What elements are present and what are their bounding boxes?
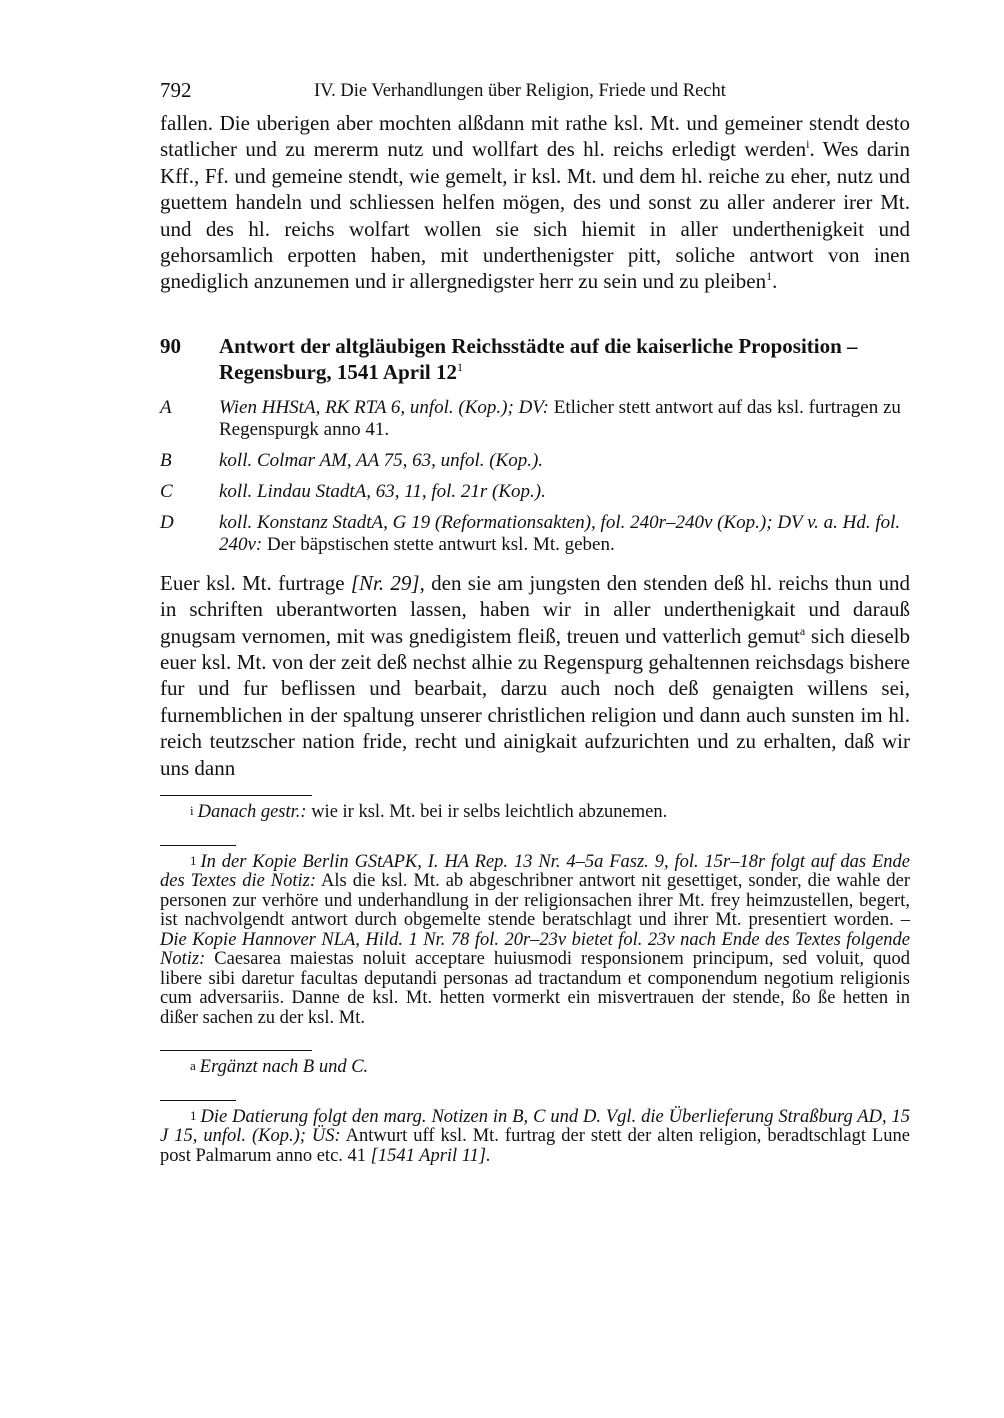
footnote-date: [1541 April 11]. [370,1145,491,1166]
footnote-text-2: Caesarea maiestas noluit acceptare huiusmodi responsionem principum, sed voluit, quod libere sibi daretur facultas deputandi personas ad tractandum et componendum negotium religionis cum adversariis. Danne de ksl. Mt. hetten vormerkt ein misvertrauen der stende, ßo ße hetten in dißer sachen zu der ksl. Mt. [160,949,910,1028]
page-number: 792 [160,78,192,102]
main-text-2: , den sie am jungsten den stenden deß hl. reichs thun und in schriften uberantworten lassen, haben wir in aller underthenigkait und darauß gnugsam vernomen, mit was gnedigistem fleiß, treuen und vatterlich gemut [160,570,910,648]
source-siglum: C [160,480,173,502]
running-title: IV. Die Verhandlungen über Religion, Friede und Recht [314,81,726,101]
intro-text-3: . [772,269,778,294]
footnote-text: Antwurt uff ksl. Mt. furtrag der stett der alten religion, beradtschlagt Lune post Palmarum anno etc. 41 [160,1126,910,1166]
source-siglum: A [160,396,172,418]
source-description [219,450,910,472]
footnote-text: wie ir ksl. Mt. bei ir selbs leichtlich abzunemen. [306,802,668,823]
footnote-1 [160,1108,910,1167]
source-siglum: B [160,449,172,471]
footnote-rule [160,1050,312,1051]
cross-reference: [Nr. 29] [350,570,420,595]
main-paragraph [160,570,910,781]
running-head [160,78,910,110]
footnote-editorial: Danach gestr.: [197,802,307,823]
footnote-block-numbers-1 [160,845,910,1029]
document-page [160,78,910,1166]
footnote-ref-i: i [806,137,810,152]
source-item [160,450,910,472]
intro-paragraph [160,110,910,295]
source-siglum: D [160,511,174,533]
footnote-block-letters-1 [160,795,910,823]
footnote-block-numbers-2 [160,1100,910,1167]
footnote-rule [160,1100,236,1101]
source-item [160,481,910,503]
source-description [219,481,910,503]
source-editorial: koll. Konstanz StadtA, G 19 (Reformationsakten), fol. 240r–240v (Kop.); DV v. a. Hd. fol. 240v: [219,511,901,555]
footnote-editorial: In der Kopie Berlin GStAPK, I. HA Rep. 13 Nr. 4–5a Fasz. 9, fol. 15r–18r folgt auf das Ende des Textes die Notiz: [160,851,910,892]
footnote-marker: 1 [190,852,197,868]
source-editorial: koll. Colmar AM, AA 75, 63, unfol. (Kop.). [219,449,544,471]
source-quote: Der bäpstischen stette antwurt ksl. Mt. geben. [262,533,615,555]
document-title-text: Antwort der altgläubigen Reichsstädte auf die kaiserliche Proposition – Regensburg, 1541 April 12 [219,333,858,384]
footnote-ref-1: 1 [766,269,773,284]
source-description [219,397,910,441]
footnote-marker: i [190,803,194,819]
footnote-block-letters-2 [160,1050,910,1078]
source-description [219,512,910,556]
footnote-rule [160,845,236,846]
footnote-i [160,803,910,823]
intro-text-2: . Wes darin Kff., Ff. und gemeine stendt, wie gemelt, ir ksl. Mt. und dem hl. reiche zu eher, nutz und guettem handeln und schliessen helfen mögen, des und sonst zu aller anderer irer Mt. und des hl. reichs wolfart wollen sie sich hiemit in aller underthenigkeit und gehorsamlich erpotten haben, mit underthenigster pitt, soliche antwort von inen gnediglich anzunemen und ir allergnedigster herr zu sein und zu pleiben [160,137,911,294]
footnote-1-previous [160,853,910,1029]
source-item [160,512,910,556]
source-list [160,397,910,556]
footnote-a [160,1058,910,1078]
footnote-rule [160,795,312,796]
footnote-marker: 1 [190,1107,197,1123]
footnote-editorial: Die Datierung folgt den marg. Notizen in B, C und D. Vgl. die Überlieferung Straßburg AD, 15 J 15, unfol. (Kop.); ÜS: [160,1106,910,1147]
source-quote: Etlicher stett antwort auf das ksl. furtragen zu Regenspurgk anno 41. [219,396,901,440]
footnote-marker: a [190,1058,196,1074]
document-title [219,333,910,385]
intro-text-1: fallen. Die uberigen aber mochten alßdann mit rathe ksl. Mt. und gemeiner stendt desto statlicher und zu mererm nutz und wollfart des hl. reichs erledigt werden [160,111,910,162]
footnote-ref-a: a [799,623,806,638]
document-number: 90 [160,333,181,358]
source-item [160,397,910,441]
footnote-text: Als die ksl. Mt. ab abgeschribner antwort nit gesettiget, sonder, die wahle der personen zur verhöre und underhandlung in der religionsachen ihrer Mt. frey heimzustellen, begert, ist nachvolgendt antwort durch obgemelte stende beratschlagt und ihrer Mt. presentiert worden. – [160,871,910,931]
source-editorial: Wien HHStA, RK RTA 6, unfol. (Kop.); DV: [219,396,550,418]
footnote-editorial-2: Die Kopie Hannover NLA, Hild. 1 Nr. 78 fol. 20r–23v bietet fol. 23v nach Ende des Textes folgende Notiz: [160,929,910,970]
source-editorial: koll. Lindau StadtA, 63, 11, fol. 21r (Kop.). [219,480,546,502]
main-text-3: sich dieselb euer ksl. Mt. von der zeit deß nechst alhie zu Regenspurg gehaltennen reichsdags bishere fur und fur beflissen und bearbait, darzu auch noch deß genaigten willens sei, furnemblichen in der spaltung unserer christlichen religion und dann auch sunsten im hl. reich teutzscher nation fride, recht und ainigkait aufzurichten und zu erhalten, daß wir uns dann [160,623,910,780]
footnote-editorial: Ergänzt nach B und C. [199,1057,369,1078]
document-heading [160,333,910,385]
title-footnote-ref: 1 [457,359,464,374]
main-text-1: Euer ksl. Mt. furtrage [160,570,351,595]
